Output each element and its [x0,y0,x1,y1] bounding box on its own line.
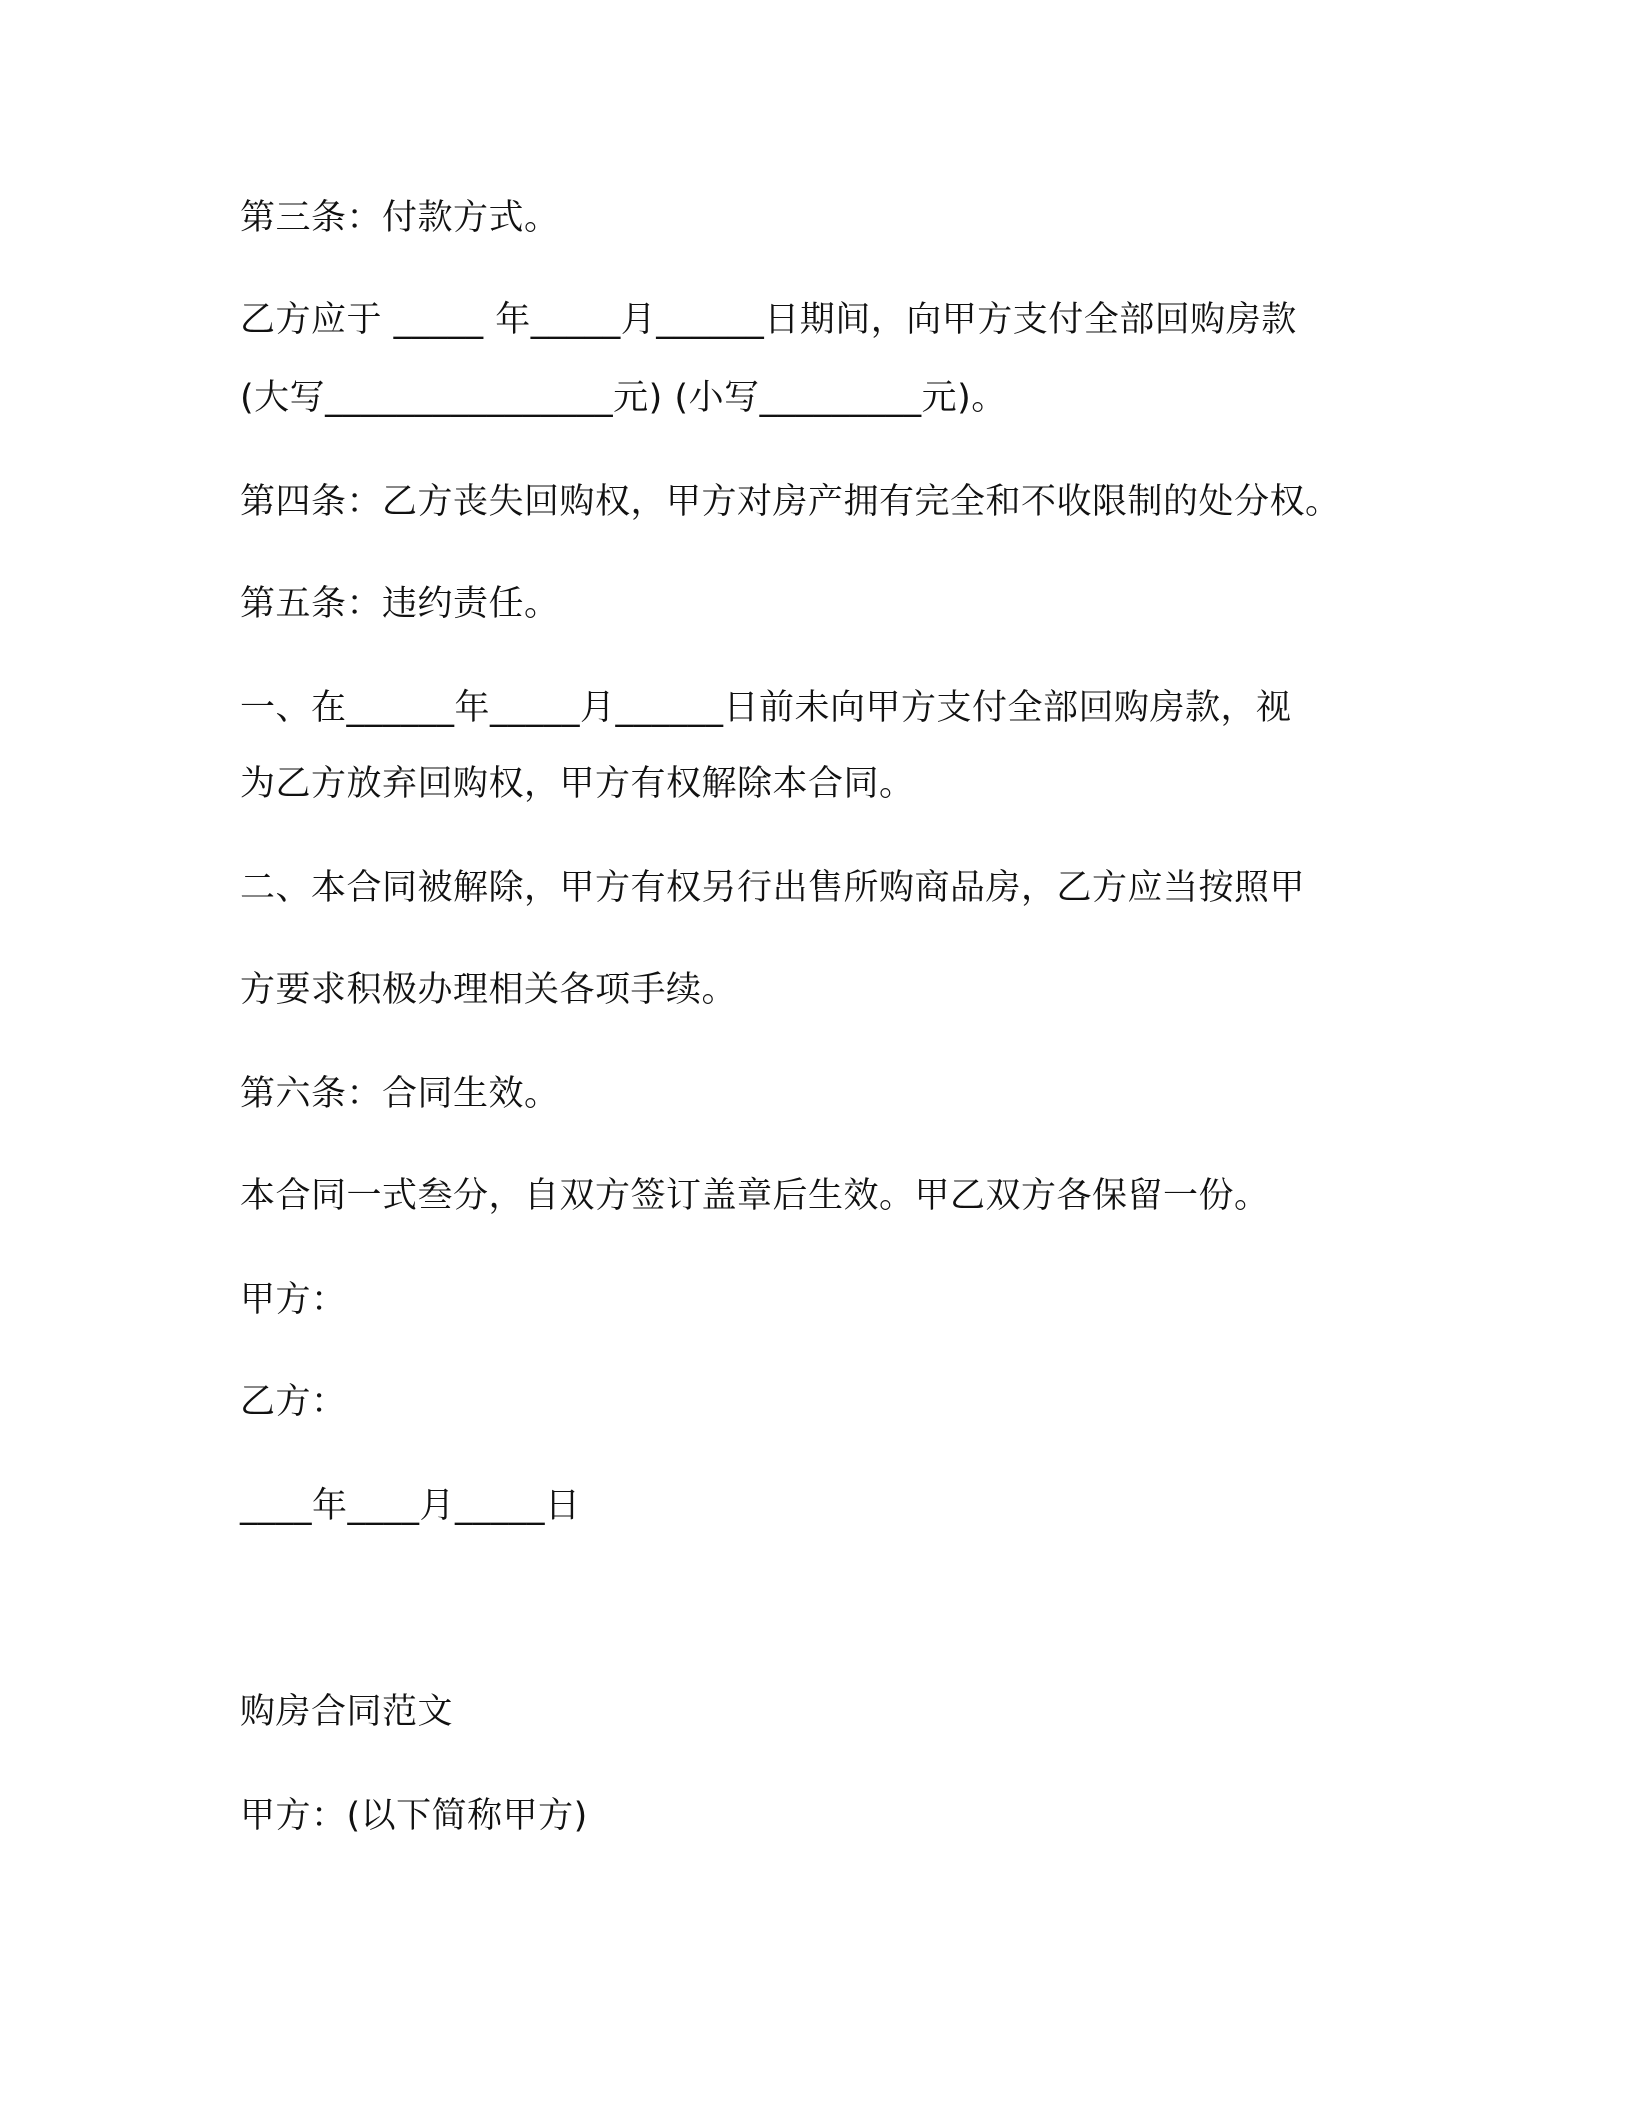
payment-clause-line-1: 乙方应于 _____ 年_____月______日期间，向甲方支付全部回购房款 [240,300,1297,340]
article-3-heading: 第三条：付款方式。 [240,198,560,238]
party-a-signature-label: 甲方： [240,1280,347,1320]
payment-clause-line-2: (大写________________元) (小写_________元)。 [240,378,1007,418]
signing-date-line: ____年____月_____日 [240,1486,581,1526]
breach-clause-2-line-1: 二、本合同被解除，甲方有权另行出售所购商品房，乙方应当按照甲 [240,868,1306,908]
article-4-text: 第四条：乙方丧失回购权，甲方对房产拥有完全和不收限制的处分权。 [240,482,1341,522]
breach-clause-1-line-2: 为乙方放弃回购权，甲方有权解除本合同。 [240,764,915,804]
party-a-intro-line: 甲方：(以下简称甲方) [240,1796,588,1836]
breach-clause-2-line-2: 方要求积极办理相关各项手续。 [240,970,738,1010]
party-b-signature-label: 乙方： [240,1382,347,1422]
sample-contract-title: 购房合同范文 [240,1692,454,1732]
article-5-heading: 第五条：违约责任。 [240,584,560,624]
article-6-heading: 第六条：合同生效。 [240,1074,560,1114]
breach-clause-1-line-1: 一、在______年_____月______日前未向甲方支付全部回购房款，视 [240,688,1292,728]
effectiveness-text: 本合同一式叁分，自双方签订盖章后生效。甲乙双方各保留一份。 [240,1176,1270,1216]
